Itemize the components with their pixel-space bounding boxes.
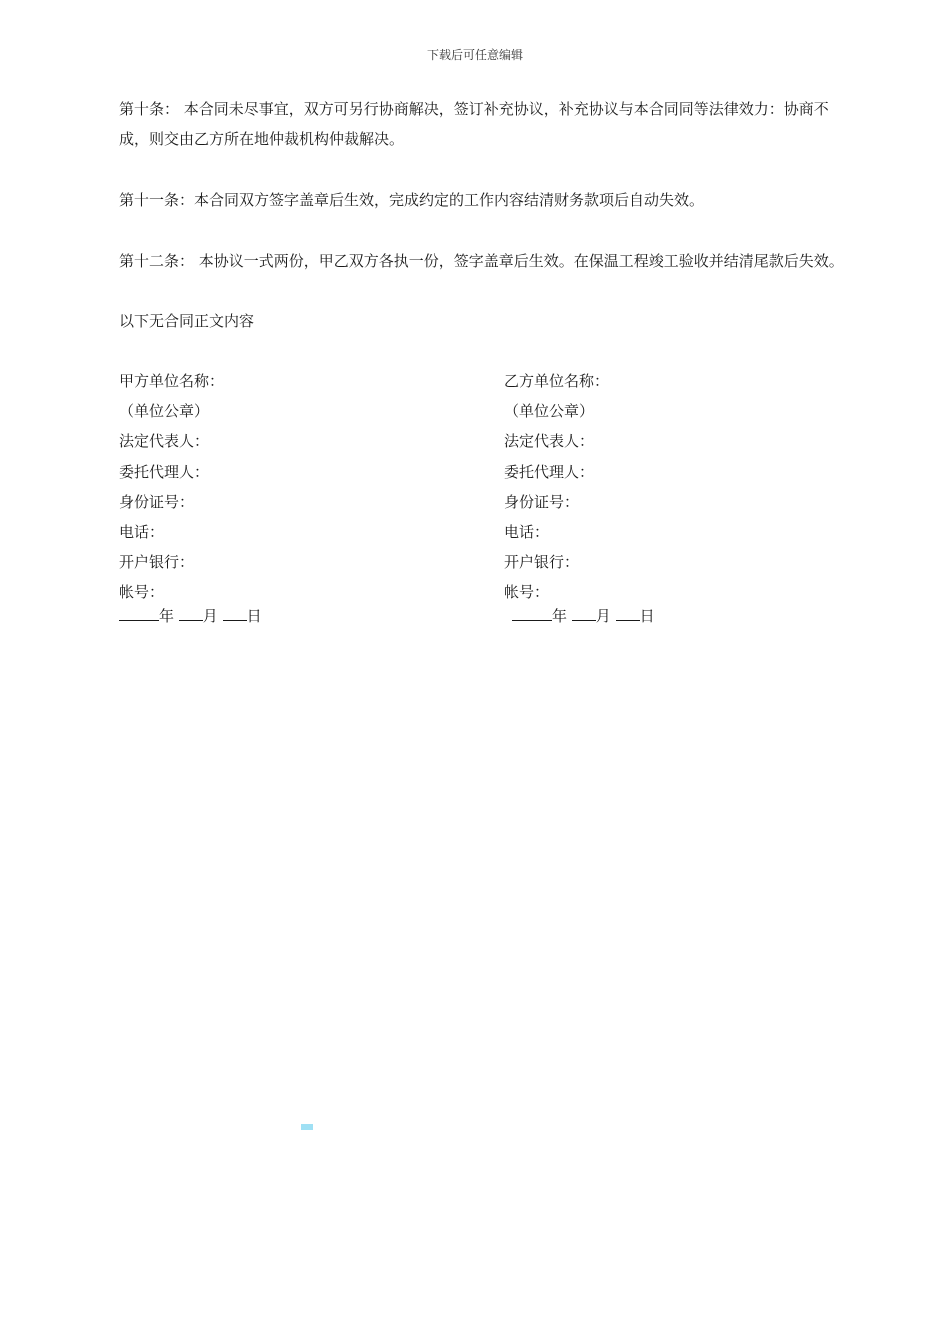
cyan-marker — [301, 1124, 313, 1130]
day-blank — [223, 606, 247, 621]
year-blank — [119, 606, 159, 621]
month-blank — [179, 606, 203, 621]
party-b-bank: 开户银行： — [504, 553, 580, 572]
party-a-id-no: 身份证号： — [119, 492, 195, 511]
party-a-signature-block — [119, 366, 479, 608]
party-b-phone: 电话： — [504, 523, 550, 542]
month-blank — [572, 606, 596, 621]
clause-10: 第十条： 本合同未尽事宜，双方可另行协商解决，签订补充协议，补充协议与本合同同等法律效力：协商不成，则交由乙方所在地仲裁机构仲裁解决。 — [119, 100, 829, 148]
month-label: 月 — [595, 607, 611, 625]
party-a-account: 帐号： — [119, 583, 165, 602]
clause-12: 第十二条： 本协议一式两份，甲乙双方各执一份，签字盖章后生效。在保温工程竣工验收并结清尾款后失效。 — [119, 252, 844, 270]
party-a-name-label: 甲方单位名称： — [119, 372, 225, 390]
year-label: 年 — [159, 607, 175, 625]
party-a-date — [119, 604, 262, 628]
party-b-legal-rep: 法定代表人： — [504, 432, 595, 451]
party-a-phone: 电话： — [119, 523, 165, 542]
year-blank — [512, 606, 552, 621]
day-blank — [616, 606, 640, 621]
month-label: 月 — [202, 607, 218, 625]
day-label: 日 — [246, 607, 262, 625]
party-a-agent: 委托代理人： — [119, 462, 210, 481]
party-a-bank: 开户银行： — [119, 553, 195, 572]
party-a-seal: （单位公章） — [119, 402, 210, 421]
party-b-date — [512, 604, 655, 628]
party-b-account: 帐号： — [504, 583, 550, 602]
party-b-seal: （单位公章） — [504, 402, 595, 421]
day-label: 日 — [639, 607, 655, 625]
page-header: 下载后可任意编辑 — [426, 48, 523, 62]
end-note: 以下无合同正文内容 — [119, 312, 255, 330]
party-b-signature-block — [504, 366, 864, 608]
party-a-legal-rep: 法定代表人： — [119, 432, 210, 451]
party-b-name-label: 乙方单位名称： — [504, 372, 610, 390]
clause-11: 第十一条：本合同双方签字盖章后生效，完成约定的工作内容结清财务款项后自动失效。 — [119, 191, 705, 209]
year-label: 年 — [552, 607, 568, 625]
party-b-agent: 委托代理人： — [504, 462, 595, 481]
party-b-id-no: 身份证号： — [504, 492, 580, 511]
